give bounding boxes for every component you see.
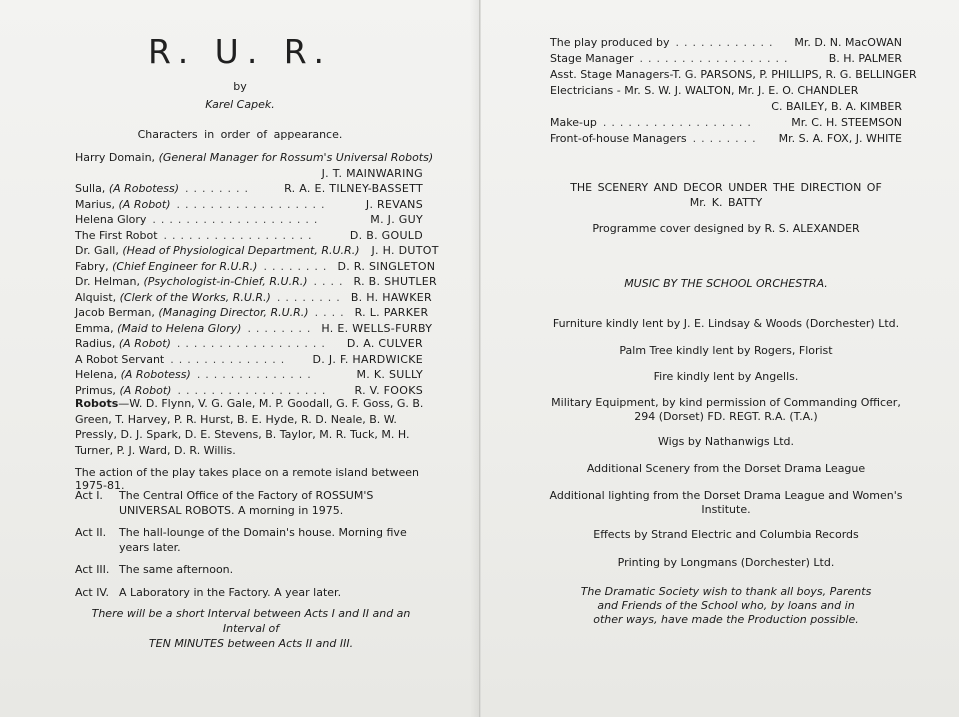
add-scenery-credit: Additional Scenery from the Dorset Drama League [586, 462, 866, 475]
cast-list [75, 150, 439, 398]
actor-name: J. REVANS [365, 197, 423, 211]
robots-label: Robots [75, 397, 119, 410]
furniture-credit: Furniture kindly lent by J. E. Lindsay & Woods (Dorchester) Ltd. [552, 317, 900, 330]
crew-role: Stage Manager [550, 52, 634, 65]
actor-name: R. B. SHUTLER [353, 275, 437, 288]
cast-row: Radius, (A Robot) .................. D. A. CULVER [75, 337, 423, 350]
character-name: Harry Domain, (General Manager for Rossum's Universal Robots) [75, 151, 434, 164]
actor-name: R. L. PARKER [354, 306, 429, 319]
character-role: (A Robot) [118, 337, 171, 350]
crew-row [550, 83, 902, 99]
crew-role: Front-of-house Managers [550, 132, 687, 145]
cast-row: Primus, (A Robot) .................. R. V. FOOKS [75, 383, 423, 397]
setting-text: The action of the play takes place on a remote island between 1975-81. [75, 466, 419, 492]
crew-row: Make-up .................. Mr. C. H. STEEMSON [550, 116, 902, 129]
character-name: A Robot Servant [75, 352, 165, 366]
character-role: (A Robot) [118, 197, 171, 211]
actor-name: M. K. SULLY [356, 368, 423, 381]
actor-name: J. T. MAINWARING [321, 166, 423, 180]
character-role: (General Manager for Rossum's Universal Robots) [158, 151, 434, 164]
act-description: The Central Office of the Factory of ROSSUM'S UNIVERSAL ROBOTS. A morning in 1975. [119, 489, 374, 517]
cast-row: A Robot Servant .............. D. J. F. HARDWICKE [75, 352, 423, 366]
wigs-credit: Wigs by Nathanwigs Ltd. [657, 435, 795, 448]
act-row [75, 586, 427, 601]
character-name: Dr. Helman, [75, 275, 140, 288]
play-title: R. U. R. [147, 32, 333, 71]
character-name: Fabry, [75, 259, 109, 273]
crew-name: B. H. PALMER [828, 52, 902, 65]
actor-name: D. J. F. HARDWICKE [312, 352, 423, 366]
crew-name: Mr. C. H. STEEMSON [791, 116, 902, 129]
interval-line-2: TEN MINUTES between Acts II and III. [148, 637, 354, 650]
crew-name: Mr. S. A. FOX, J. WHITE [778, 132, 902, 145]
crew-row [550, 67, 917, 83]
character-role: (Clerk of the Works, R.U.R.) [119, 290, 271, 304]
add-lighting-line-1: Additional lighting from the Dorset Drama League and Women's [549, 489, 903, 502]
character-role: (A Robotess) [108, 182, 180, 195]
actor-name: M. J. GUY [370, 213, 423, 226]
add-lighting-credit [547, 489, 905, 517]
act-row [75, 489, 427, 518]
crew-row: Stage Manager .................. B. H. PALMER [550, 52, 902, 65]
act-number: Act III. [75, 563, 110, 576]
add-lighting-line-2: Institute. [701, 503, 751, 516]
crew-row [550, 99, 902, 115]
cast-row: Fabry, (Chief Engineer for R.U.R.) ........ D. R. SINGLETON [75, 259, 436, 273]
by-line: by [233, 80, 247, 93]
production-crew [550, 35, 917, 147]
military-line-1: Military Equipment, by kind permission of Commanding Officer, [551, 396, 901, 409]
cast-row: Emma, (Maid to Helena Glory) ........ H. E. WELLS-FURBY [75, 321, 433, 335]
robots-list [75, 396, 425, 458]
asst-stage-managers: Asst. Stage Managers-T. G. PARSONS, P. PHILLIPS, R. G. BELLINGER [550, 68, 917, 81]
character-role: (Maid to Helena Glory) [117, 321, 242, 335]
character-role: (A Robotess) [120, 368, 191, 381]
act-number: Act IV. [75, 585, 110, 599]
character-role: (A Robot) [119, 383, 172, 397]
character-name: Emma, [75, 321, 114, 335]
crew-row: The play produced by ............ Mr. D. N. MacOWAN [550, 36, 902, 49]
thanks-line-1: The Dramatic Society wish to thank all boys, Parents [580, 585, 872, 598]
actor-name: H. E. WELLS-FURBY [321, 321, 433, 335]
act-description: The hall-lounge of the Domain's house. Morning five years later. [119, 526, 407, 554]
author-name: Karel Capek. [205, 98, 275, 111]
character-name: Primus, [75, 383, 116, 397]
cast-row: Marius, (A Robot) .................. J. REVANS [75, 197, 423, 211]
scenery-line-2: Mr. K. BATTY [689, 196, 763, 209]
actor-name: D. B. GOULD [349, 228, 423, 242]
electricians: Electricians - Mr. S. W. J. WALTON, Mr. J. E. O. CHANDLER [550, 84, 859, 97]
character-name: Dr. Gall, [75, 244, 119, 257]
crew-role: Make-up [550, 116, 597, 129]
thanks-note [547, 585, 905, 627]
fire-credit: Fire kindly lent by Angells. [653, 370, 799, 383]
cast-row [75, 150, 434, 166]
printing-credit: Printing by Longmans (Dorchester) Ltd. [617, 556, 835, 569]
character-name: Jacob Berman, [75, 306, 155, 319]
act-number: Act I. [75, 489, 103, 502]
thanks-line-2: and Friends of the School who, by loans and in [597, 599, 855, 612]
military-credit [547, 396, 905, 424]
character-name: Radius, [75, 337, 116, 350]
act-row [75, 563, 427, 578]
cast-row: Dr. Helman, (Psychologist-in-Chief, R.U.R.) .... R. B. SHUTLER [75, 275, 437, 288]
act-description: The same afternoon. [119, 563, 234, 576]
actor-name: D. R. SINGLETON [337, 259, 436, 273]
crew-role: The play produced by [550, 36, 670, 49]
crew-name: Mr. D. N. MacOWAN [794, 36, 902, 49]
actor-name: B. H. HAWKER [350, 290, 432, 304]
character-role: (Managing Director, R.U.R.) [158, 306, 309, 319]
music-credit: MUSIC BY THE SCHOOL ORCHESTRA. [624, 277, 828, 290]
character-name: Marius, [75, 197, 116, 211]
cast-row [75, 166, 423, 182]
cover-credit: Programme cover designed by R. S. ALEXANDER [592, 222, 860, 235]
actor-name: J. H. DUTOT [371, 244, 439, 257]
scenery-credit [547, 180, 905, 210]
electricians-continued: C. BAILEY, B. A. KIMBER [771, 100, 902, 113]
character-role: (Head of Physiological Department, R.U.R.) [122, 244, 360, 257]
character-role: (Psychologist-in-Chief, R.U.R.) [143, 275, 308, 288]
cast-row: Sulla, (A Robotess) ........ R. A. E. TILNEY-BASSETT [75, 182, 423, 195]
acts-list [75, 489, 427, 608]
palm-credit: Palm Tree kindly lent by Rogers, Florist [619, 344, 833, 357]
character-name: Sulla, [75, 182, 106, 195]
cast-row: Alquist, (Clerk of the Works, R.U.R.) ........ B. H. HAWKER [75, 290, 432, 304]
act-number: Act II. [75, 526, 107, 539]
interval-line-1: There will be a short Interval between Acts I and II and an Interval of [91, 607, 411, 635]
thanks-line-3: other ways, have made the Production possible. [593, 613, 859, 626]
cast-row: Helena, (A Robotess) .............. M. K. SULLY [75, 368, 423, 381]
act-description: A Laboratory in the Factory. A year later. [119, 585, 342, 599]
act-row [75, 526, 427, 555]
cast-row: The First Robot .................. D. B. GOULD [75, 228, 423, 242]
character-name: The First Robot [75, 228, 158, 242]
cast-row [75, 243, 439, 259]
interval-note [75, 606, 427, 651]
characters-heading: Characters in order of appearance. [137, 128, 343, 141]
character-name: Helena Glory [75, 213, 147, 226]
crew-row: Front-of-house Managers ........ Mr. S. A. FOX, J. WHITE [550, 132, 902, 145]
actor-name: D. A. CULVER [346, 337, 423, 350]
character-name: Alquist, [75, 290, 117, 304]
actor-name: R. A. E. TILNEY-BASSETT [284, 182, 423, 195]
cast-row: Helena Glory .................... M. J. GUY [75, 213, 423, 226]
cast-row: Jacob Berman, (Managing Director, R.U.R.) .... R. L. PARKER [75, 306, 429, 319]
character-name: Helena, [75, 368, 118, 381]
military-line-2: 294 (Dorset) FD. REGT. R.A. (T.A.) [634, 410, 818, 423]
character-role: (Chief Engineer for R.U.R.) [112, 259, 258, 273]
actor-name: R. V. FOOKS [354, 383, 423, 397]
scenery-line-1: THE SCENERY AND DECOR UNDER THE DIRECTION OF [570, 181, 882, 194]
robots-names: —W. D. Flynn, V. G. Gale, M. P. Goodall, G. F. Goss, G. B. Green, T. Harvey, P. R. Hurst, B. E. Hyde, R. D. Neale, B. W. Pressly, D. J. Spark, D. E. Stevens, B. Taylor, M. R. Tuck, M. H. Turner, P. J. Ward, D. R. Willis. [75, 397, 424, 457]
effects-credit: Effects by Strand Electric and Columbia Records [593, 528, 859, 541]
